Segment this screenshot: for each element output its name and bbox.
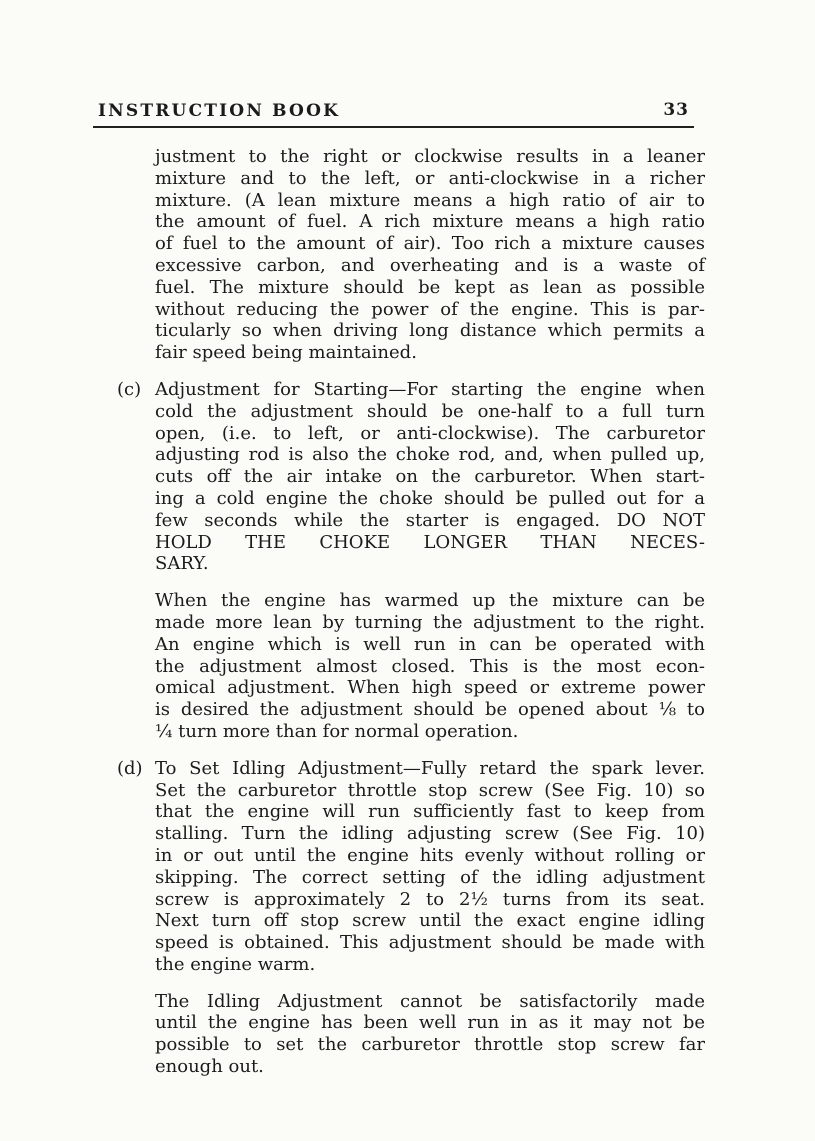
text-line: screw is approximately 2 to 2½ turns from its seat. bbox=[155, 888, 705, 910]
list-marker: (d) bbox=[117, 757, 143, 779]
text-line: To Set Idling Adjustment—Fully retard the spark lever. bbox=[155, 757, 705, 779]
text-line: justment to the right or clockwise results in a leaner bbox=[155, 146, 705, 167]
text-line: the amount of fuel. A rich mixture means a high ratio bbox=[155, 211, 705, 233]
text-line: An engine which is well run in can be operated with bbox=[155, 633, 705, 655]
content bbox=[117, 146, 705, 1093]
text-line: fair speed being maintained. bbox=[155, 342, 417, 364]
running-head-title: INSTRUCTION BOOK bbox=[98, 101, 341, 121]
page-number: 33 bbox=[663, 100, 689, 120]
text-line: The Idling Adjustment cannot be satisfactorily made bbox=[155, 990, 705, 1012]
text-line: in or out until the engine hits evenly without rolling or bbox=[155, 844, 705, 866]
paragraph bbox=[155, 991, 705, 1078]
text-line: cuts off the air intake on the carburetor. When start- bbox=[155, 466, 705, 488]
text-line: excessive carbon, and overheating and is a waste of bbox=[155, 254, 705, 276]
text-line: mixture. (A lean mixture means a high ratio of air to bbox=[155, 189, 705, 211]
text-line: is desired the adjustment should be opened about ⅛ to bbox=[155, 699, 705, 721]
text-line: stalling. Turn the idling adjusting screw (See Fig. 10) bbox=[155, 823, 705, 845]
text-line: skipping. The correct setting of the idling adjustment bbox=[155, 866, 705, 888]
text-line: ¼ turn more than for normal operation. bbox=[155, 720, 519, 742]
paragraph bbox=[117, 378, 705, 575]
text-line: SARY. bbox=[155, 553, 209, 575]
text-line: fuel. The mixture should be kept as lean as possible bbox=[155, 276, 705, 298]
paragraph bbox=[155, 590, 705, 743]
text-line: until the engine has been well run in as it may not be bbox=[155, 1012, 705, 1034]
text-line: that the engine will run sufficiently fast to keep from bbox=[155, 801, 705, 823]
text-line: the adjustment almost closed. This is the most econ- bbox=[155, 655, 705, 677]
text-line: speed is obtained. This adjustment should be made with bbox=[155, 932, 705, 954]
text-line: made more lean by turning the adjustment to the right. bbox=[155, 611, 705, 633]
text-line: open, (i.e. to left, or anti-clockwise). The carburetor bbox=[155, 422, 705, 444]
text-line: When the engine has warmed up the mixture can be bbox=[155, 590, 705, 612]
text-line: Set the carburetor throttle stop screw (See Fig. 10) so bbox=[155, 779, 705, 801]
paragraph bbox=[155, 146, 705, 364]
text-line: without reducing the power of the engine. This is par- bbox=[155, 298, 705, 320]
text-line: omical adjustment. When high speed or extreme power bbox=[155, 677, 705, 699]
text-line: Adjustment for Starting—For starting the engine when bbox=[155, 378, 705, 400]
text-line: Next turn off stop screw until the exact engine idling bbox=[155, 910, 705, 932]
header-rule bbox=[93, 126, 694, 128]
text-line: ticularly so when driving long distance which permits a bbox=[155, 320, 705, 342]
text-line: mixture and to the left, or anti-clockwise in a richer bbox=[155, 167, 705, 189]
text-line: enough out. bbox=[155, 1056, 264, 1078]
text-line: few seconds while the starter is engaged. DO NOT bbox=[155, 509, 705, 531]
list-marker: (c) bbox=[117, 378, 142, 400]
text-line: the engine warm. bbox=[155, 953, 316, 975]
paragraph bbox=[117, 757, 705, 976]
text-line: adjusting rod is also the choke rod, and, when pulled up, bbox=[155, 444, 705, 466]
text-line: ing a cold engine the choke should be pulled out for a bbox=[155, 487, 705, 509]
text-line: possible to set the carburetor throttle stop screw far bbox=[155, 1034, 705, 1056]
text-line: of fuel to the amount of air). Too rich a mixture causes bbox=[155, 233, 705, 255]
text-line: cold the adjustment should be one-half to a full turn bbox=[155, 400, 705, 422]
text-line: HOLD THE CHOKE LONGER THAN NECES- bbox=[155, 531, 705, 553]
